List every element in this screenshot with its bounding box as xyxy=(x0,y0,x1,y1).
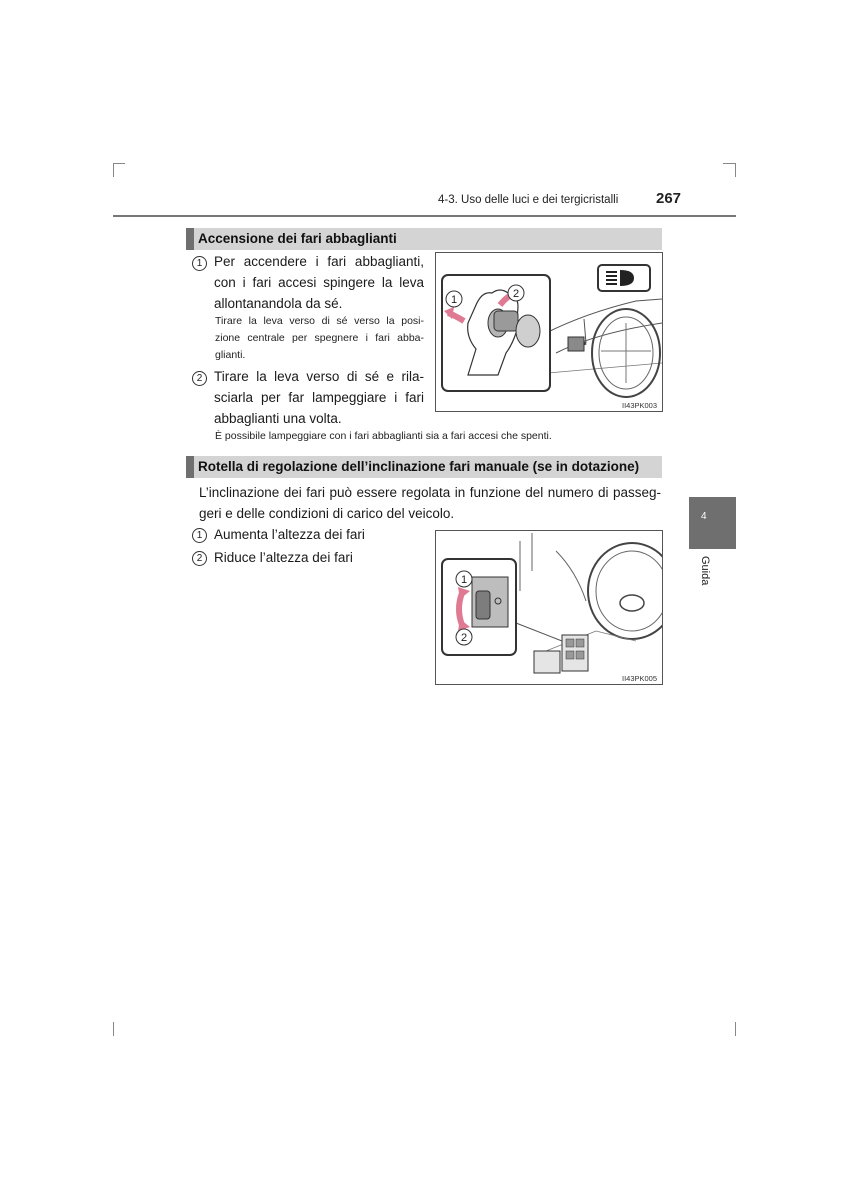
figure-high-beam-lever xyxy=(435,252,663,412)
step-1-text xyxy=(214,251,424,314)
text-line: con i fari accesi spingere la leva xyxy=(214,275,424,290)
lever-illustration xyxy=(436,253,662,411)
figure-callout-2: 2 xyxy=(460,632,468,644)
step-1-note xyxy=(215,313,424,364)
chapter-number: 4 xyxy=(701,511,707,522)
header-section-title: 4-3. Uso delle luci e dei tergicristalli xyxy=(438,194,619,206)
step-number: 2 xyxy=(192,551,207,566)
section-heading-headlight-leveling xyxy=(186,456,662,478)
section-1-note: È possibile lampeggiare con i fari abbaglianti sia a fari accesi che spenti. xyxy=(215,430,552,442)
text-line: abbaglianti una volta. xyxy=(214,411,342,426)
leveling-dial-illustration xyxy=(436,531,662,684)
figure-callout-1: 1 xyxy=(460,574,468,586)
crop-mark-top-left-v xyxy=(113,163,114,177)
text-line: glianti. xyxy=(215,349,246,361)
header-rule xyxy=(113,215,736,217)
text-line: L’inclinazione dei fari può essere regolata in funzione del numero di passeg- xyxy=(199,485,661,500)
crop-mark-top-right-v xyxy=(735,163,736,177)
step-number: 2 xyxy=(192,371,207,386)
text-line: Per accendere i fari abbaglianti, xyxy=(214,254,424,269)
figure-leveling-dial xyxy=(435,530,663,685)
chapter-tab xyxy=(689,497,736,549)
figure-code: II43PK005 xyxy=(622,674,658,683)
step-number: 1 xyxy=(192,256,207,271)
section-heading-high-beams xyxy=(186,228,662,250)
text-line: Tirare la leva verso di sé verso la posi- xyxy=(215,315,424,327)
figure-callout-2: 2 xyxy=(512,288,520,300)
step-1-text: Aumenta l’altezza dei fari xyxy=(214,527,365,542)
section-2-intro xyxy=(199,482,661,524)
chapter-label: Guida xyxy=(699,556,711,586)
text-line: zione centrale per spegnere i fari abba- xyxy=(215,332,424,344)
crop-mark-bottom-right xyxy=(735,1022,736,1036)
crop-mark-top-left-h xyxy=(113,163,125,164)
text-line: geri e delle condizioni di carico del veicolo. xyxy=(199,506,455,521)
section-heading-text: Accensione dei fari abbaglianti xyxy=(198,231,397,246)
text-line: allontanandola da sé. xyxy=(214,296,343,311)
text-line: sciarla per far lampeggiare i fari xyxy=(214,390,424,405)
step-2-text: Riduce l’altezza dei fari xyxy=(214,550,353,565)
crop-mark-bottom-left xyxy=(113,1022,114,1036)
page-number: 267 xyxy=(656,190,682,207)
crop-mark-top-right-h xyxy=(723,163,735,164)
step-number: 1 xyxy=(192,528,207,543)
section-heading-text: Rotella di regolazione dell’inclinazione fari manuale (se in dotazione) xyxy=(198,459,640,474)
step-2-text xyxy=(214,366,424,429)
text-line: Tirare la leva verso di sé e rila- xyxy=(214,369,424,384)
figure-code: II43PK003 xyxy=(622,401,658,410)
figure-callout-1: 1 xyxy=(450,294,458,306)
